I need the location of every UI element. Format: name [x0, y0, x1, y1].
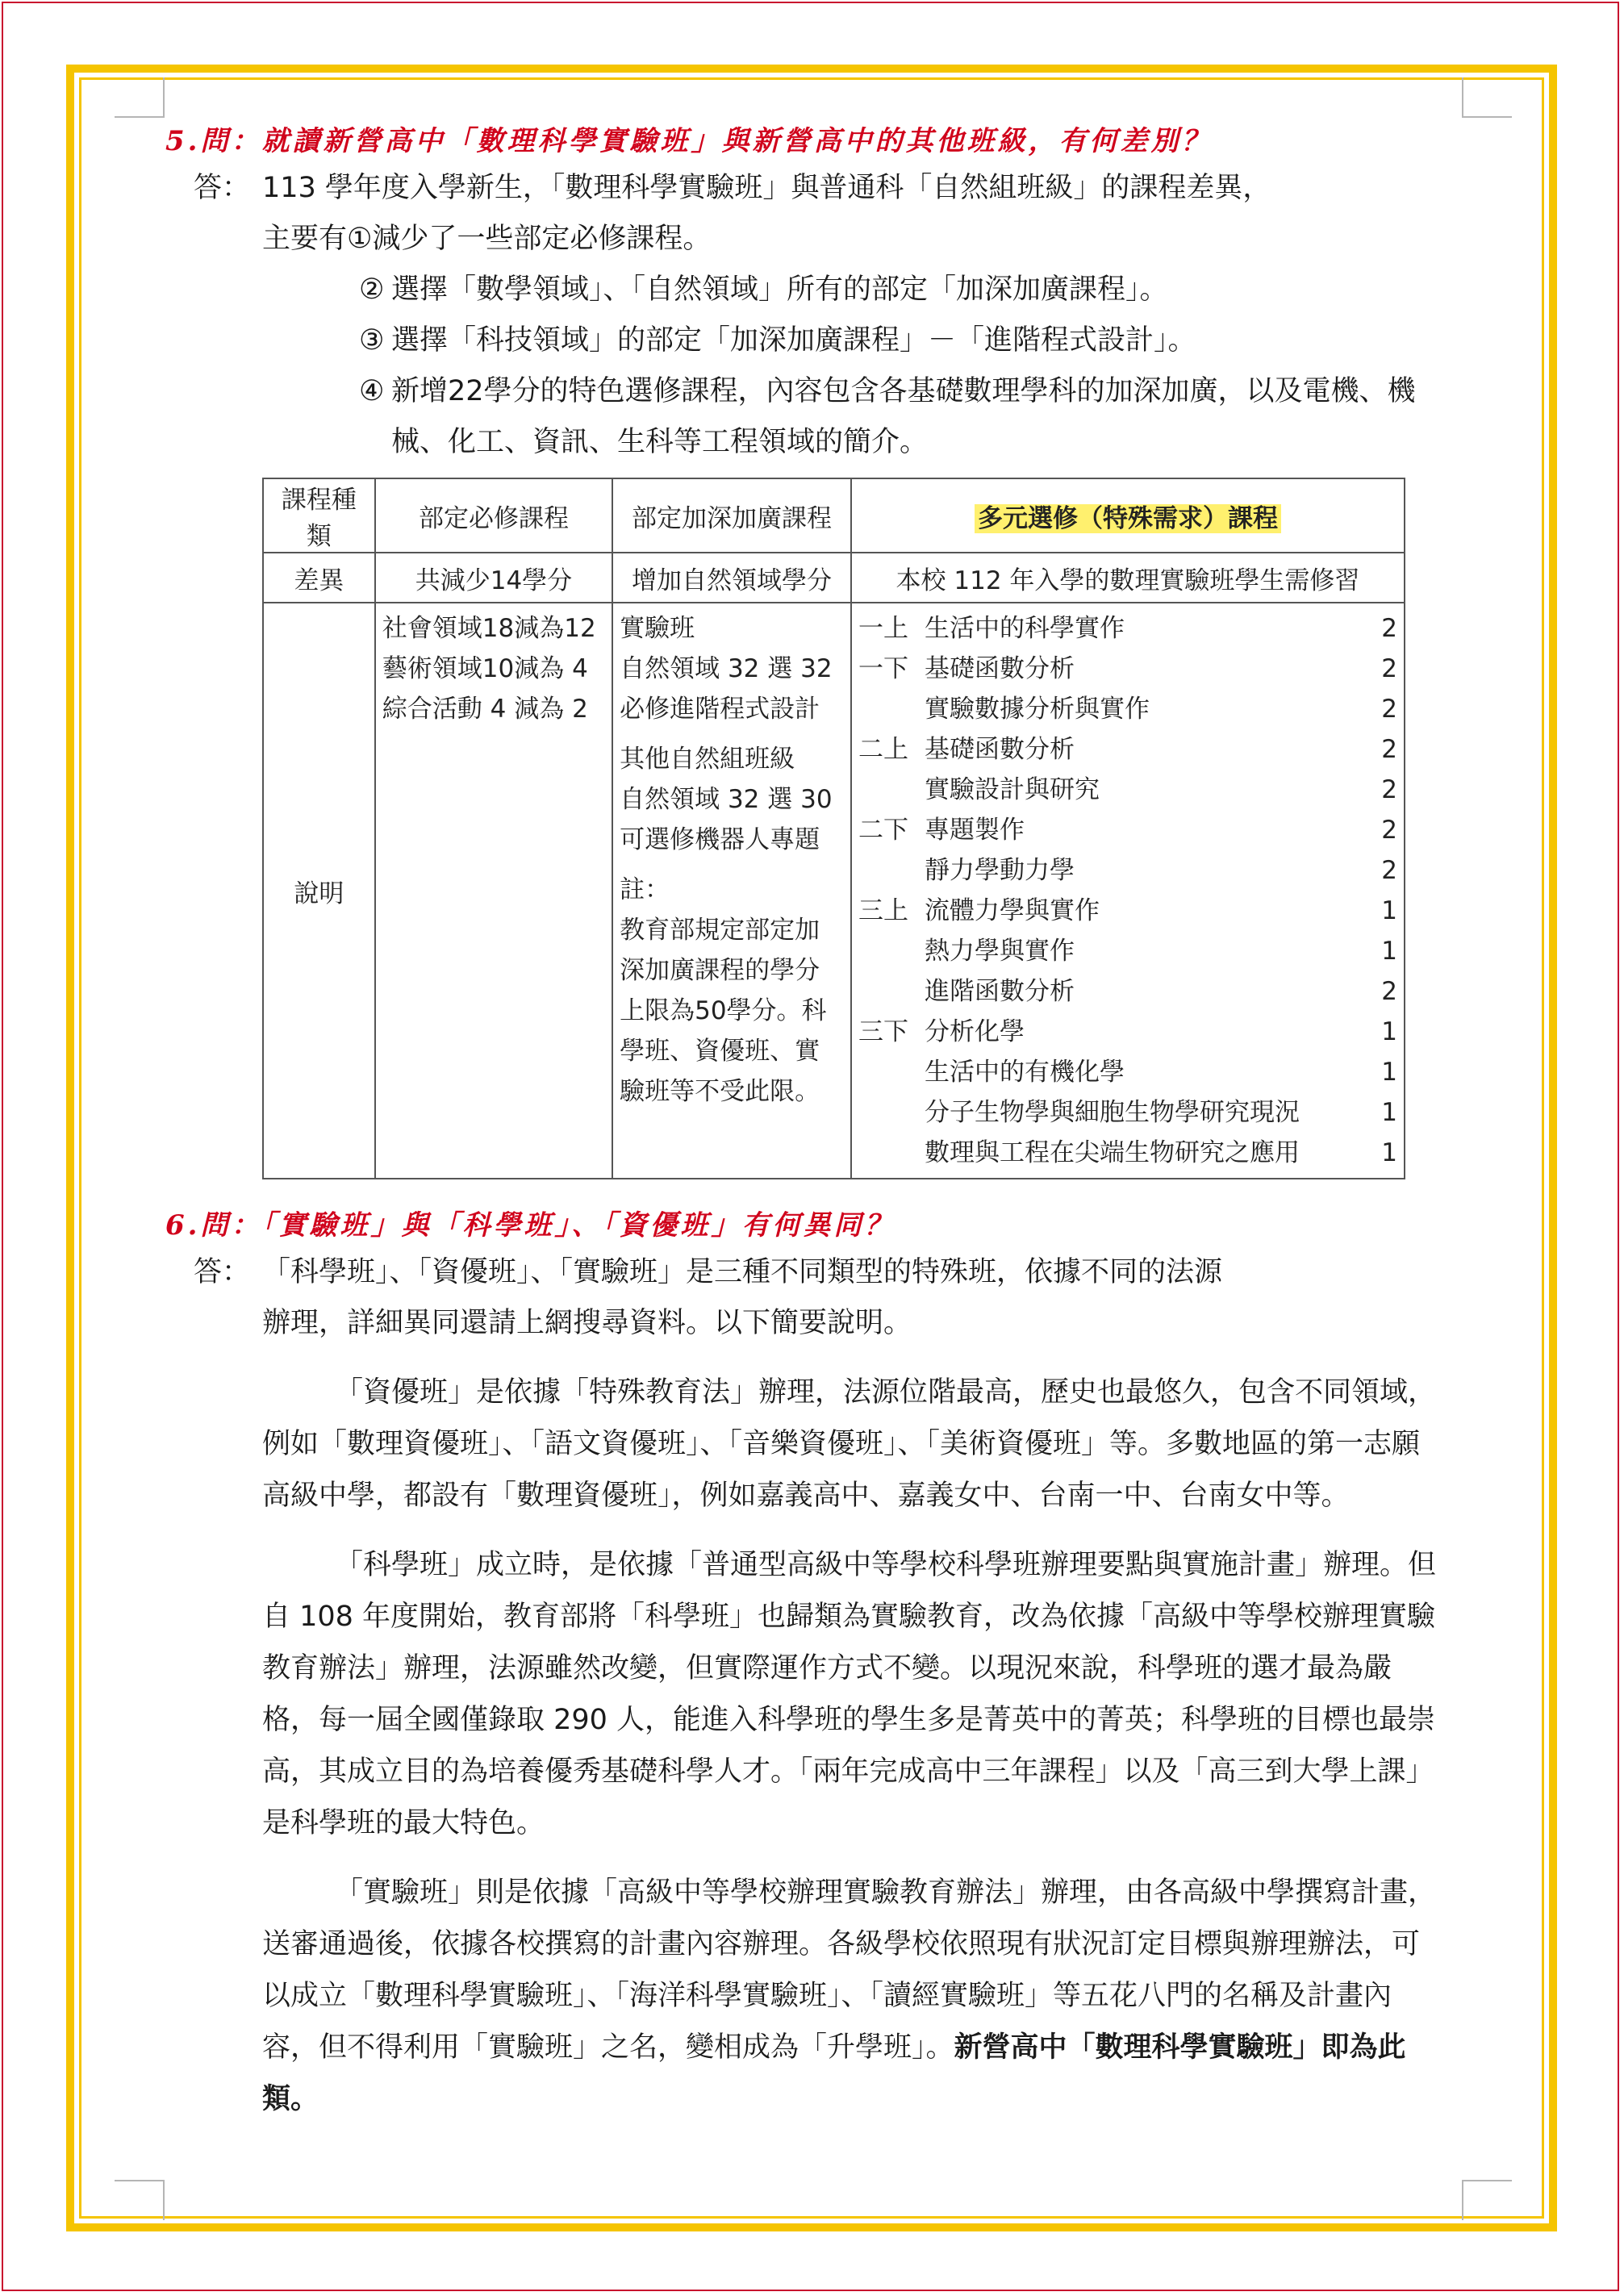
required-courses-cell [375, 603, 612, 1179]
elective-credits: 1 [1381, 937, 1397, 966]
advanced-line: 其他自然組班級 [620, 745, 795, 774]
answer-5-line-2: 主要有①減少了一些部定必修課程。 [262, 223, 712, 255]
table-header-cell: 部定必修課程 [375, 478, 612, 553]
elective-course: 分子生物學與細胞生物學研究現況 [924, 1098, 1300, 1127]
table-cell: 共減少14學分 [375, 553, 612, 603]
note-line: 深加廣課程的學分 [620, 956, 820, 985]
question-6: 6.問：「實驗班」與「科學班」、「資優班」有何異同？ [165, 1209, 895, 1242]
table-cell: 本校 112 年入學的數理實驗班學生需修習 [851, 553, 1405, 603]
advanced-courses-cell [612, 603, 851, 1179]
elective-term: 二下 [858, 816, 908, 845]
elective-course: 實驗設計與研究 [924, 775, 1100, 804]
table-header-row [263, 478, 1405, 553]
paragraph-experimental-class [262, 1867, 1440, 2125]
answer-6-label: 答： [194, 1256, 251, 1288]
paragraph-experimental-bold: 新營高中「數理科學實驗班」即為此類。 [262, 2031, 1406, 2115]
answer-6-body [262, 1247, 1440, 1349]
advanced-line: 自然領域 32 選 30 [620, 785, 833, 814]
paragraph-gifted-class: 「資優班」是依據「特殊教育法」辦理，法源位階最高，歷史也最悠久，包含不同領域，例如「數理資優班」、「語文資優班」、「音樂資優班」、「美術資優班」等。多數地區的第一志願高級中學，都設有「數理資優班」，例如嘉義高中、嘉義女中、台南一中、台南女中等。 [262, 1376, 1437, 1512]
table-cell-description-label: 說明 [263, 603, 375, 1179]
elective-course: 基礎函數分析 [924, 654, 1075, 683]
answer-6 [165, 1247, 1440, 1349]
note-line: 教育部規定部定加 [620, 916, 820, 945]
table-cell: 增加自然領域學分 [612, 553, 851, 603]
answer-5-label: 答： [194, 172, 251, 204]
elective-credits: 2 [1381, 856, 1397, 885]
elective-course: 流體力學與實作 [924, 896, 1100, 925]
elective-course: 進階函數分析 [924, 977, 1075, 1006]
elective-term [858, 850, 915, 891]
paragraph-experimental-text: 「實驗班」則是依據「高級中等學校辦理實驗教育辦法」辦理，由各高級中學撰寫計畫，送審通過後，依據各校撰寫的計畫內容辦理。各級學校依照現有狀況訂定目標與辦理辦法，可以成立「數理科學實驗班」、「海洋科學實驗班」、「讀經實驗班」等五花八門的名稱及計畫內容，但不得利用「實驗班」之名，變相成為「升學班」。 [262, 1876, 1437, 2064]
required-line: 綜合活動 4 減為 2 [382, 695, 588, 724]
elective-course: 熱力學與實作 [924, 937, 1075, 966]
note-line: 驗班等不受此限。 [620, 1077, 820, 1106]
answer-5-body [262, 163, 1440, 265]
answer-5 [165, 163, 1440, 265]
elective-course: 實驗數據分析與實作 [924, 695, 1150, 724]
elective-credits: 2 [1381, 654, 1397, 683]
elective-course: 分析化學 [924, 1017, 1025, 1046]
table-cell: 差異 [263, 553, 375, 603]
elective-course: 生活中的科學實作 [924, 614, 1125, 643]
answer-5-line-1: 113 學年度入學新生，「數理科學實驗班」與普通科「自然組班級」的課程差異， [262, 172, 1271, 204]
note-line: 上限為50學分。科 [620, 996, 827, 1025]
elective-term: 三上 [858, 896, 908, 925]
electives-list [858, 608, 1397, 1173]
table-header-cell-highlighted [851, 478, 1405, 553]
elective-course: 基礎函數分析 [924, 735, 1075, 764]
elective-term: 三下 [858, 1017, 908, 1046]
required-line: 藝術領域10減為 4 [382, 654, 588, 683]
answer-5-item-2 [359, 265, 1440, 315]
table-header-cell: 部定加深加廣課程 [612, 478, 851, 553]
note-line: 註： [620, 875, 670, 904]
advanced-line: 自然領域 32 選 32 [620, 654, 833, 683]
elective-term [858, 1133, 915, 1173]
answer-5-item-3 [359, 315, 1440, 366]
elective-credits: 1 [1381, 1138, 1397, 1167]
elective-credits: 2 [1381, 977, 1397, 1006]
elective-term: 一下 [858, 654, 908, 683]
elective-course: 專題製作 [924, 816, 1025, 845]
elective-course: 生活中的有機化學 [924, 1058, 1125, 1087]
table-row-description [263, 603, 1405, 1179]
crop-mark-top-left [115, 77, 165, 118]
elective-credits: 2 [1381, 735, 1397, 764]
crop-mark-bottom-left [115, 2180, 165, 2220]
answer-5-item-4 [359, 366, 1440, 468]
elective-credits: 1 [1381, 1098, 1397, 1127]
elective-term [858, 689, 915, 729]
elective-credits: 1 [1381, 896, 1397, 925]
elective-term [858, 1092, 915, 1133]
elective-term [858, 1052, 915, 1092]
course-comparison-table [262, 478, 1405, 1179]
answer-6-line-2: 辦理，詳細異同還請上網搜尋資料。以下簡要說明。 [262, 1307, 912, 1339]
elective-credits: 1 [1381, 1058, 1397, 1087]
table-header-cell: 課程種類 [263, 478, 375, 553]
elective-term: 二上 [858, 735, 908, 764]
elective-credits: 2 [1381, 614, 1397, 643]
crop-mark-bottom-right [1462, 2180, 1512, 2220]
elective-term [858, 931, 915, 971]
question-5: 5.問：就讀新營高中「數理科學實驗班」與新營高中的其他班級，有何差別？ [165, 125, 1213, 157]
elective-course: 數理與工程在尖端生物研究之應用 [924, 1138, 1300, 1167]
advanced-line: 可選修機器人專題 [620, 825, 820, 854]
advanced-line: 必修進階程式設計 [620, 695, 820, 724]
highlighted-header: 多元選修（特殊需求）課程 [975, 504, 1281, 533]
elective-credits: 2 [1381, 816, 1397, 845]
elective-term [858, 971, 915, 1012]
elective-credits: 2 [1381, 775, 1397, 804]
item-text: 選擇「數學領域」、「自然領域」所有的部定「加深加廣課程」。 [391, 273, 1168, 306]
item-number: ③ [359, 324, 385, 357]
advanced-line: 實驗班 [620, 614, 695, 643]
item-number: ④ [359, 375, 385, 407]
item-number: ② [359, 273, 385, 306]
elective-course: 靜力學動力學 [924, 856, 1075, 885]
table-row-difference [263, 553, 1405, 603]
elective-credits: 2 [1381, 695, 1397, 724]
document-content [165, 119, 1440, 2125]
crop-mark-top-right [1462, 77, 1512, 118]
answer-6-line-1: 「科學班」、「資優班」、「實驗班」是三種不同類型的特殊班，依據不同的法源 [262, 1256, 1223, 1288]
electives-cell [851, 603, 1405, 1179]
elective-credits: 1 [1381, 1017, 1397, 1046]
paragraph-science-class: 「科學班」成立時，是依據「普通型高級中等學校科學班辦理要點與實施計畫」辦理。但自 108 年度開始，教育部將「科學班」也歸類為實驗教育，改為依據「高級中等學校辦理實驗教育辦法」辦理，法源雖然改變，但實際運作方式不變。以現況來說，科學班的選才最為嚴格，每一屆全國僅錄取 290 人，能進入科學班的學生多是菁英中的菁英；科學班的目標也最崇高，其成立目的為培養優秀基礎科學人才。「兩年完成高中三年課程」以及「高三到大學上課」是科學班的最大特色。 [262, 1549, 1437, 1839]
required-line: 社會領域18減為12 [382, 614, 596, 643]
item-text: 選擇「科技領域」的部定「加深加廣課程」－「進階程式設計」。 [391, 324, 1196, 357]
elective-term [858, 770, 915, 810]
elective-term: 一上 [858, 614, 908, 643]
note-line: 學班、資優班、實 [620, 1037, 820, 1066]
item-text: 新增22學分的特色選修課程，內容包含各基礎數理學科的加深加廣，以及電機、機械、化工、資訊、生科等工程領域的簡介。 [391, 375, 1416, 458]
